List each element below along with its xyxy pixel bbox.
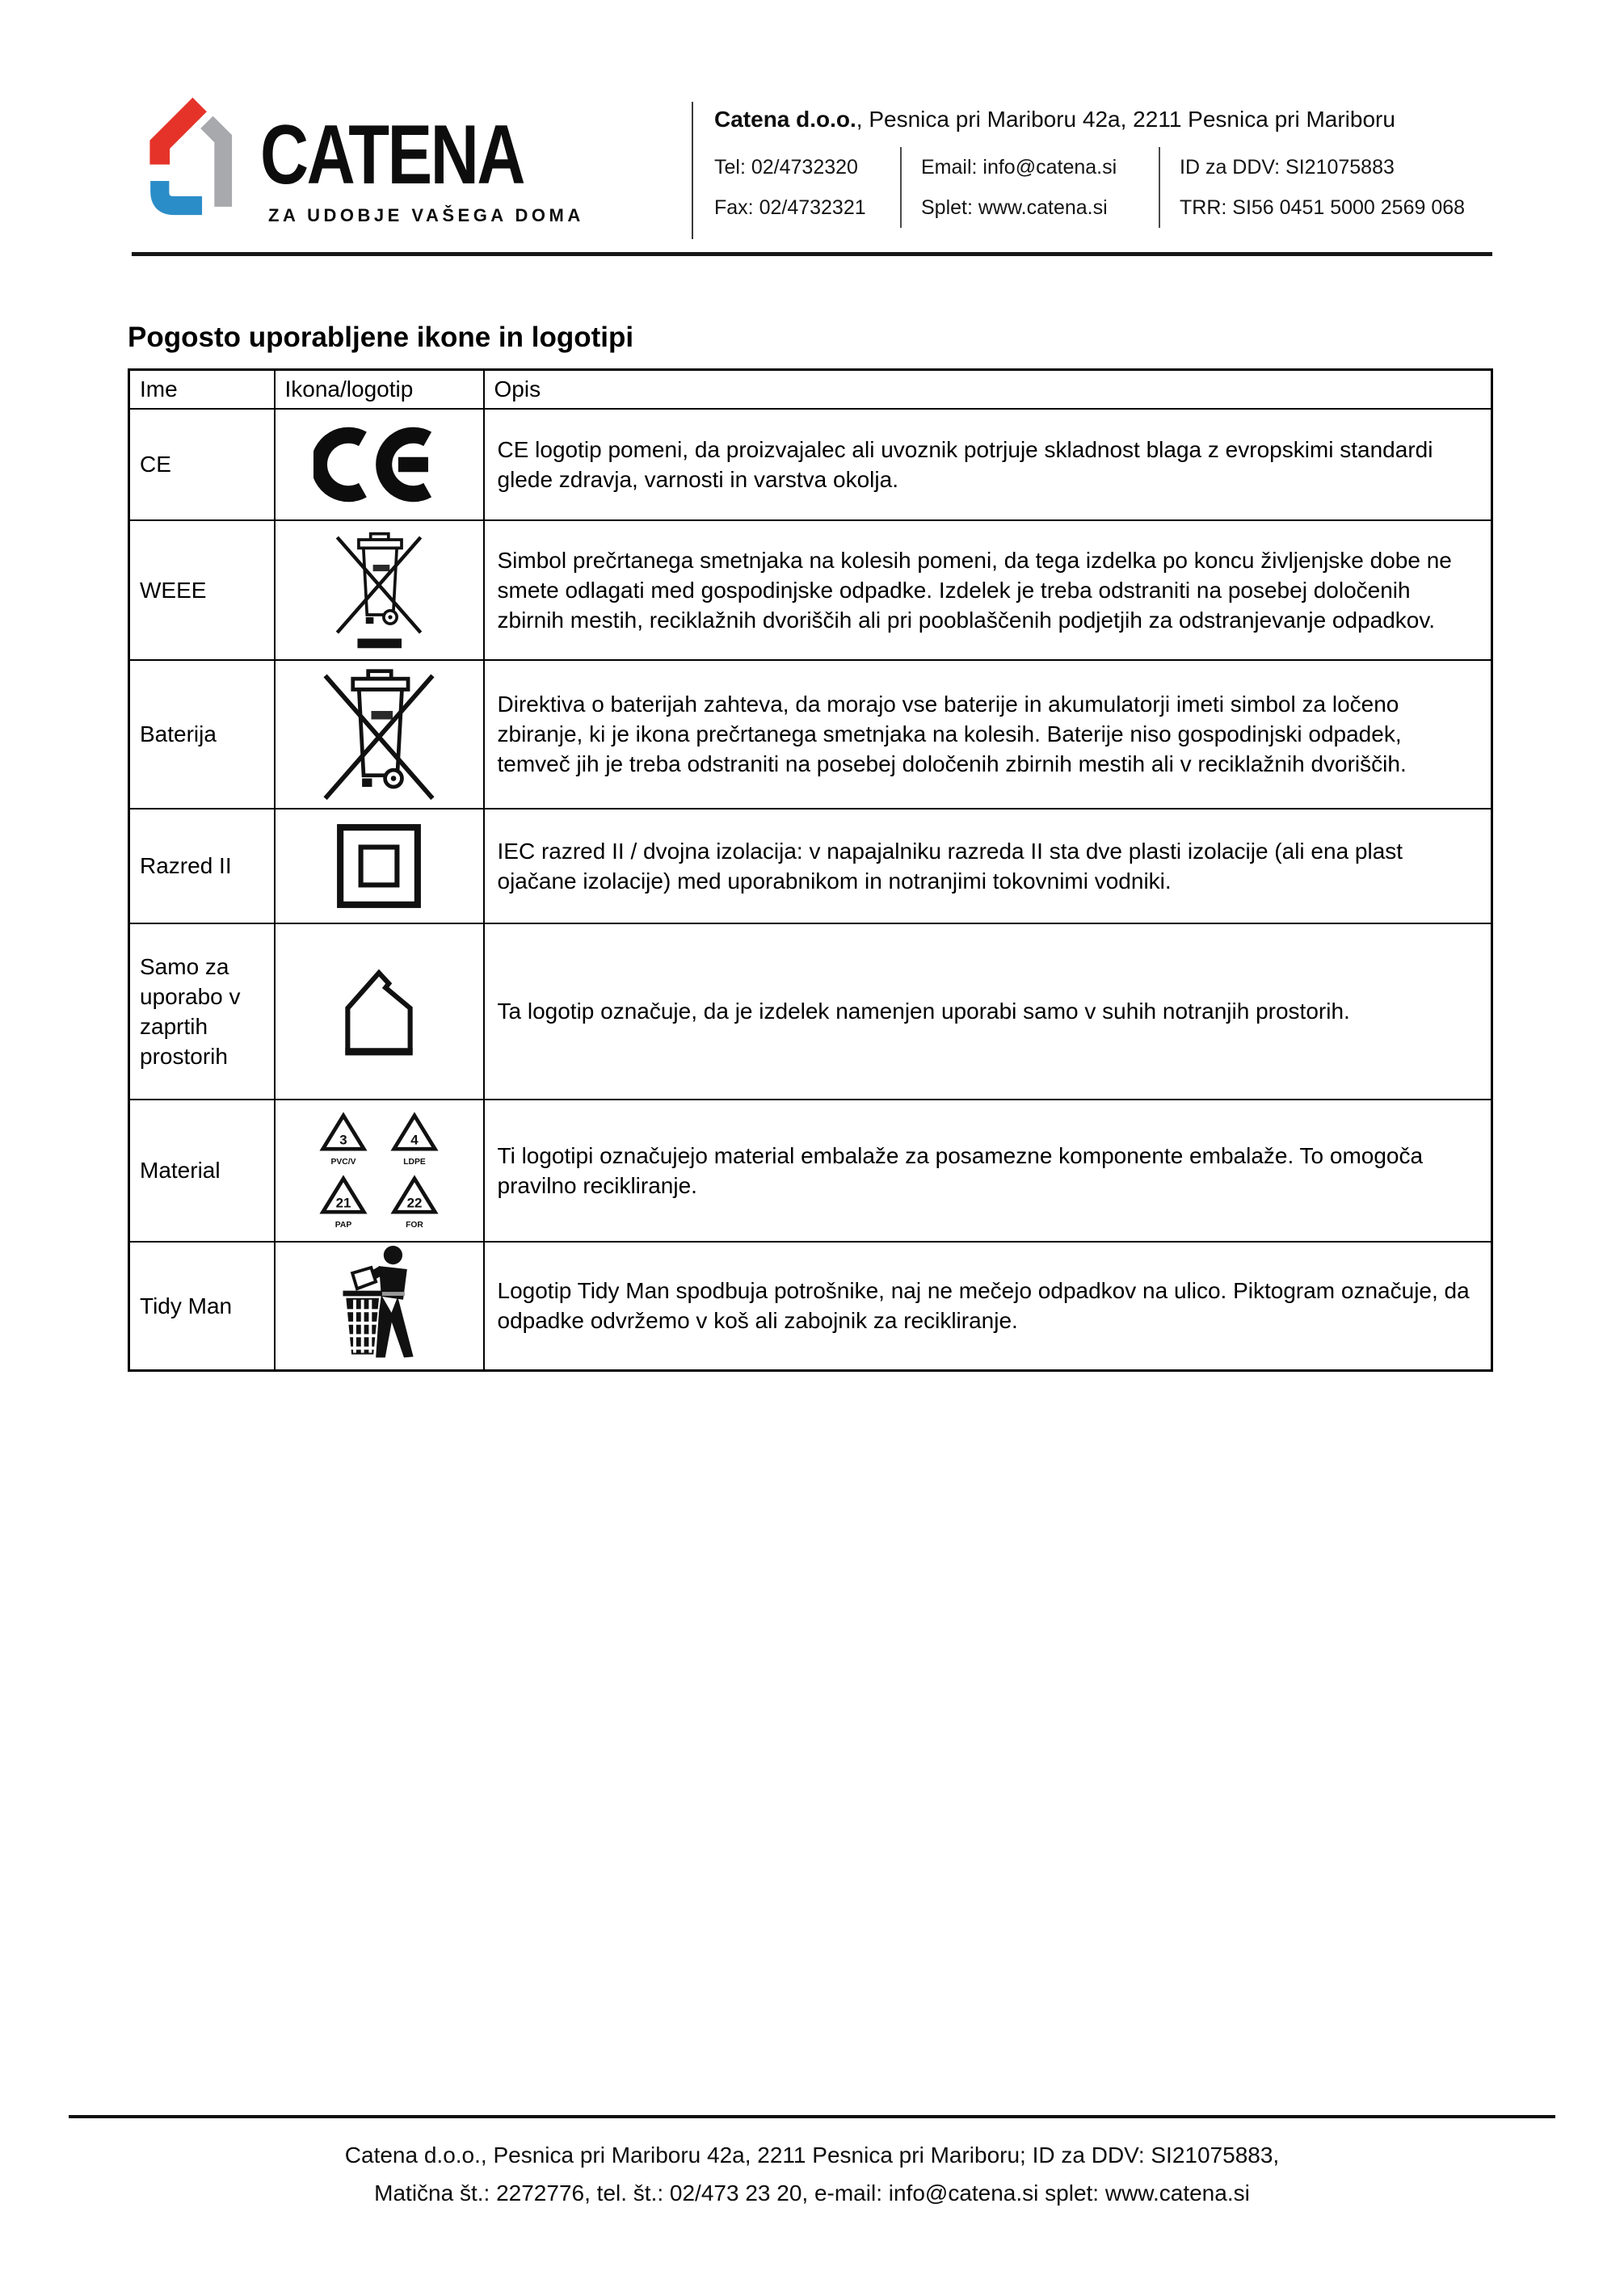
header-contact-block xyxy=(714,107,1491,228)
svg-text:PVC/V: PVC/V xyxy=(330,1157,356,1167)
row-description: CE logotip pomeni, da proizvajalec ali uvoznik potrjuje skladnost blaga z evropskimi standardi glede zdravja, varnosti in varstva okolja. xyxy=(484,409,1492,520)
row-name: Samo za uporabo v zaprtih prostorih xyxy=(129,923,275,1100)
house-logo-icon xyxy=(129,94,241,217)
row-name: CE xyxy=(129,409,275,520)
row-description: Logotip Tidy Man spodbuja potrošnike, naj ne mečejo odpadkov na ulico. Piktogram označuje, da odpadke odvržemo v koš ali zabojnik za recikliranje. xyxy=(484,1242,1492,1371)
row-description: Ti logotipi označujejo material embalaže za posamezne komponente embalaže. To omogoča pravilno recikliranje. xyxy=(484,1100,1492,1242)
recycling-triangle-ldpe-icon xyxy=(389,1111,440,1167)
tidy-man-icon xyxy=(331,1245,427,1366)
svg-text:LDPE: LDPE xyxy=(403,1157,426,1167)
tel-line: Tel: 02/4732320 xyxy=(714,156,858,179)
row-name: WEEE xyxy=(129,520,275,660)
row-description: Simbol prečrtanega smetnjaka na kolesih pomeni, da tega izdelka po koncu življenjske dobe ne smete odlagati med gospodinjske odpadke. Izdelek je treba odstraniti na posebej določenih zbirnih mestih, reciklažnih dvoriščih ali pri pooblaščenih podjetjih za odstranjevanje odpadkov. xyxy=(484,520,1492,660)
ce-mark-icon xyxy=(313,426,444,503)
row-name: Baterija xyxy=(129,660,275,809)
page-title: Pogosto uporabljene ikone in logotipi xyxy=(128,322,634,353)
recycling-triangle-pap-icon xyxy=(318,1174,368,1230)
class-ii-double-insulation-icon xyxy=(334,821,424,911)
table-row xyxy=(129,923,1492,1100)
recycling-triangle-for-icon xyxy=(389,1174,440,1230)
company-address: , Pesnica pri Mariboru 42a, 2211 Pesnica pri Mariboru xyxy=(856,107,1395,132)
web-line: Splet: www.catena.si xyxy=(921,196,1108,219)
contact-col-web xyxy=(900,147,1159,228)
weee-crossed-wheeled-bin-icon xyxy=(331,530,427,650)
indoor-use-only-house-icon xyxy=(338,962,420,1061)
table-row xyxy=(129,1242,1492,1371)
company-name: Catena d.o.o. xyxy=(714,107,856,132)
catena-house-logo-icon xyxy=(129,94,241,217)
contact-col-phone xyxy=(714,147,900,228)
header-vertical-divider xyxy=(692,102,693,239)
row-description: Ta logotip označuje, da je izdelek namenjen uporabi samo v suhih notranjih prostorih. xyxy=(484,923,1492,1100)
company-address-line xyxy=(714,107,1491,132)
col-header-name: Ime xyxy=(129,370,275,409)
row-name: Tidy Man xyxy=(129,1242,275,1371)
svg-text:FOR: FOR xyxy=(406,1220,423,1230)
footer xyxy=(0,2136,1624,2212)
header-rule xyxy=(132,252,1492,256)
contact-grid xyxy=(714,147,1491,228)
table-row xyxy=(129,1100,1492,1242)
icons-table xyxy=(128,368,1493,1372)
battery-crossed-wheeled-bin-icon xyxy=(318,667,440,801)
trr-line: TRR: SI56 0451 5000 2569 068 xyxy=(1180,196,1466,219)
footer-line-2: Matična št.: 2272776, tel. št.: 02/473 23 20, e-mail: info@catena.si splet: www.catena.si xyxy=(374,2180,1250,2206)
svg-text:4: 4 xyxy=(410,1132,419,1148)
row-name: Material xyxy=(129,1100,275,1242)
table-row xyxy=(129,660,1492,809)
footer-line-1: Catena d.o.o., Pesnica pri Mariboru 42a, 2211 Pesnica pri Mariboru; ID za DDV: SI21075883, xyxy=(344,2143,1280,2168)
col-header-desc: Opis xyxy=(484,370,1492,409)
vat-line: ID za DDV: SI21075883 xyxy=(1180,156,1395,179)
svg-text:22: 22 xyxy=(406,1195,423,1211)
fax-line: Fax: 02/4732321 xyxy=(714,196,866,219)
row-description: Direktiva o baterijah zahteva, da morajo vse baterije in akumulatorji imeti simbol za ločeno zbiranje, ki je ikona prečrtanega smetnjaka na kolesih. Baterije niso gospodinjski odpadek, temveč jih je treba odstraniti na posebej določenih zbirnih mestih ali v reciklažnih dvoriščih. xyxy=(484,660,1492,809)
table-row xyxy=(129,520,1492,660)
packaging-material-recycling-icons xyxy=(276,1111,483,1230)
footer-rule xyxy=(69,2115,1555,2118)
contact-col-ids xyxy=(1159,147,1491,228)
svg-text:21: 21 xyxy=(335,1195,351,1211)
table-row xyxy=(129,409,1492,520)
table-header-row xyxy=(129,370,1492,409)
recycling-triangle-pvc-icon xyxy=(318,1111,368,1167)
row-name: Razred II xyxy=(129,809,275,923)
svg-text:PAP: PAP xyxy=(334,1220,352,1230)
email-line: Email: info@catena.si xyxy=(921,156,1117,179)
svg-text:3: 3 xyxy=(339,1132,347,1148)
table-row xyxy=(129,809,1492,923)
logo-wordmark: CATENA xyxy=(260,108,524,202)
col-header-icon: Ikona/logotip xyxy=(275,370,484,409)
row-description: IEC razred II / dvojna izolacija: v napajalniku razreda II sta dve plasti izolacije (ali ena plast ojačane izolacije) med uporabnikom in notranjimi tokovnimi vodniki. xyxy=(484,809,1492,923)
logo-tagline: ZA UDOBJE VAŠEGA DOMA xyxy=(268,205,584,225)
